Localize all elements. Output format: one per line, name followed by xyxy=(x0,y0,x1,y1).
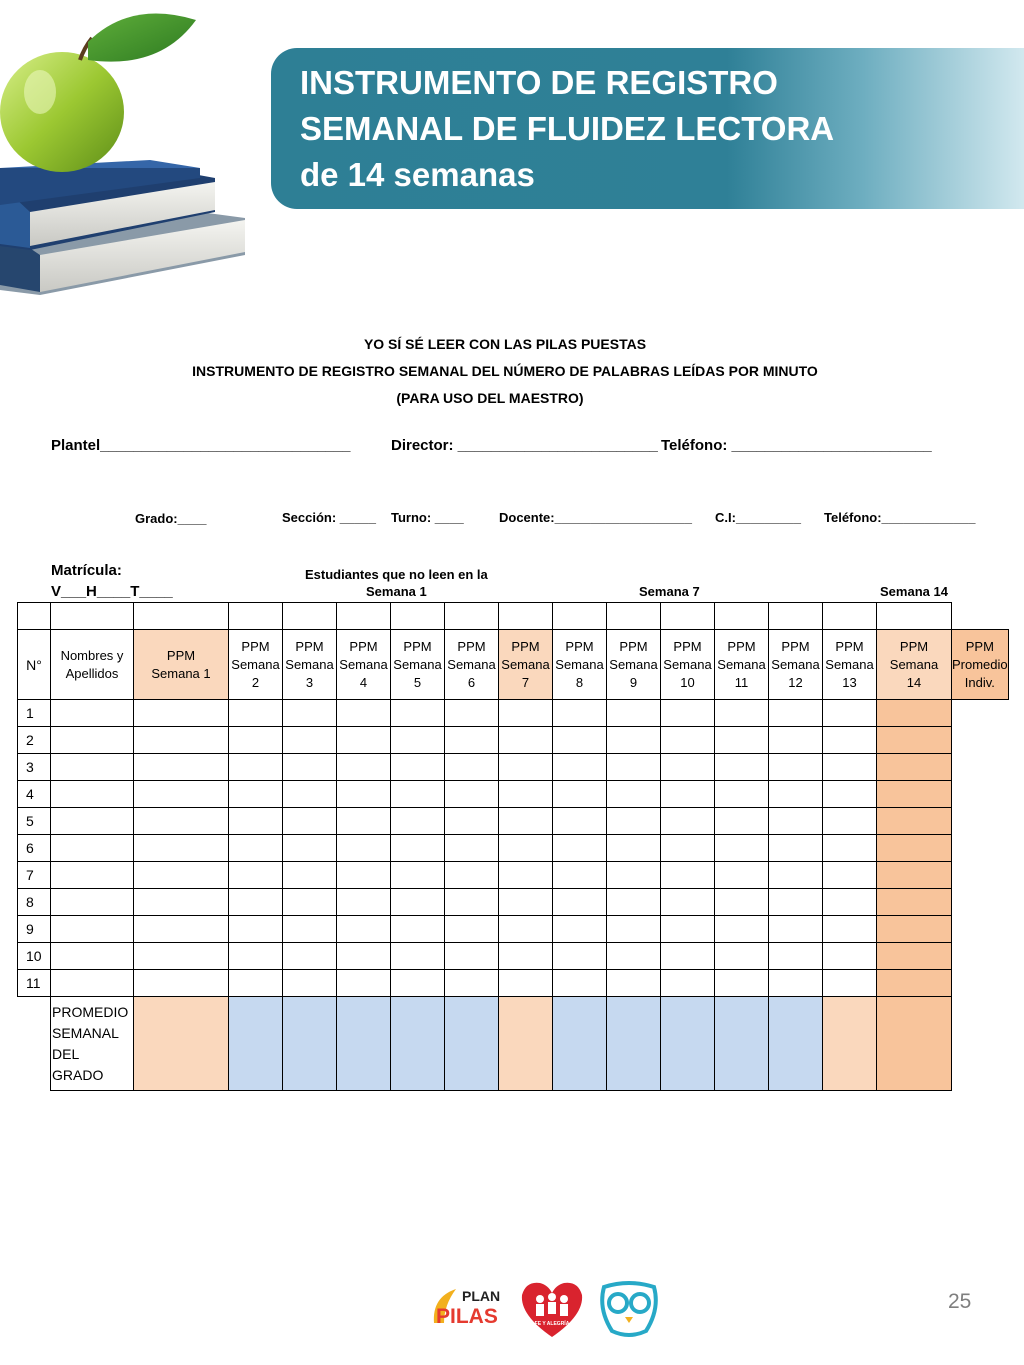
col-week-9-header: PPM Semana 9 xyxy=(607,630,661,700)
header-row xyxy=(18,630,1009,700)
grade-average-cell[interactable] xyxy=(445,997,499,1091)
col-week-6-header: PPM Semana 6 xyxy=(445,630,499,700)
col-week-3-header: PPM Semana 3 xyxy=(283,630,337,700)
entry-cell[interactable] xyxy=(134,916,229,943)
entry-cell[interactable] xyxy=(715,916,769,943)
entry-cell[interactable] xyxy=(769,862,823,889)
title-line-1: INSTRUMENTO DE REGISTRO xyxy=(300,64,778,101)
form-heading-3: (PARA USO DEL MAESTRO) xyxy=(396,390,584,406)
entry-cell[interactable] xyxy=(661,916,715,943)
entry-cell[interactable] xyxy=(661,754,715,781)
entry-cell[interactable] xyxy=(283,754,337,781)
entry-cell[interactable] xyxy=(134,862,229,889)
entry-cell[interactable] xyxy=(391,754,445,781)
registro-table xyxy=(17,602,1009,1091)
grade-average-cell[interactable] xyxy=(877,997,952,1091)
entry-cell[interactable] xyxy=(337,943,391,970)
entry-cell[interactable] xyxy=(769,727,823,754)
entry-cell[interactable] xyxy=(391,916,445,943)
row-number: 5 xyxy=(18,808,51,835)
fe-y-alegria-text: FE Y ALEGRÍA xyxy=(534,1321,570,1327)
table-row xyxy=(18,862,1009,889)
grade-average-cell[interactable] xyxy=(391,997,445,1091)
entry-cell[interactable] xyxy=(553,808,607,835)
entry-cell[interactable] xyxy=(715,889,769,916)
entry-cell[interactable] xyxy=(391,700,445,727)
entry-cell[interactable] xyxy=(823,754,877,781)
phone-field-2[interactable]: Teléfono:_____________ xyxy=(824,510,976,525)
entry-cell[interactable] xyxy=(823,808,877,835)
entry-cell[interactable] xyxy=(553,835,607,862)
entry-cell[interactable] xyxy=(445,862,499,889)
semana-14-label: Semana 14 xyxy=(880,584,948,599)
entry-cell[interactable] xyxy=(607,781,661,808)
entry-cell[interactable] xyxy=(337,970,391,997)
entry-cell[interactable] xyxy=(51,781,134,808)
entry-cell[interactable] xyxy=(283,970,337,997)
entry-cell[interactable] xyxy=(445,808,499,835)
col-week-14-header: PPM Semana 14 xyxy=(877,630,952,700)
entry-cell[interactable] xyxy=(661,835,715,862)
entry-cell[interactable] xyxy=(51,862,134,889)
turno-field[interactable]: Turno: ____ xyxy=(391,510,464,525)
entry-cell[interactable] xyxy=(607,970,661,997)
row-number: 4 xyxy=(18,781,51,808)
entry-cell[interactable] xyxy=(51,727,134,754)
entry-cell[interactable] xyxy=(134,943,229,970)
col-week-7-header: PPM Semana 7 xyxy=(499,630,553,700)
entry-cell[interactable] xyxy=(229,970,283,997)
seccion-field[interactable]: Sección: _____ xyxy=(282,510,376,525)
form-heading-2: INSTRUMENTO DE REGISTRO SEMANAL DEL NÚMERO DE PALABRAS LEÍDAS POR MINUTO xyxy=(192,363,818,379)
semana-7-label: Semana 7 xyxy=(639,584,700,599)
table-row xyxy=(18,727,1009,754)
average-cell[interactable] xyxy=(877,754,952,781)
col-week-12-header: PPM Semana 12 xyxy=(769,630,823,700)
entry-cell[interactable] xyxy=(553,970,607,997)
entry-cell[interactable] xyxy=(661,808,715,835)
page-title xyxy=(300,60,860,198)
entry-cell[interactable] xyxy=(607,916,661,943)
entry-cell[interactable] xyxy=(769,754,823,781)
entry-cell[interactable] xyxy=(553,862,607,889)
entry-cell[interactable] xyxy=(445,943,499,970)
entry-cell[interactable] xyxy=(823,700,877,727)
entry-cell[interactable] xyxy=(283,916,337,943)
entry-cell[interactable] xyxy=(769,889,823,916)
col-week-4-header: PPM Semana 4 xyxy=(337,630,391,700)
fe-y-alegria-logo xyxy=(518,1279,586,1339)
entry-cell[interactable] xyxy=(715,970,769,997)
average-cell[interactable] xyxy=(877,916,952,943)
entry-cell[interactable] xyxy=(337,808,391,835)
entry-cell[interactable] xyxy=(229,727,283,754)
entry-cell[interactable] xyxy=(499,835,553,862)
table-row xyxy=(18,700,1009,727)
page-number: 25 xyxy=(948,1290,972,1313)
entry-cell[interactable] xyxy=(134,835,229,862)
entry-cell[interactable] xyxy=(445,754,499,781)
entry-cell[interactable] xyxy=(499,700,553,727)
entry-cell[interactable] xyxy=(553,781,607,808)
entry-cell[interactable] xyxy=(337,781,391,808)
entry-cell[interactable] xyxy=(229,754,283,781)
entry-cell[interactable] xyxy=(391,727,445,754)
entry-cell[interactable] xyxy=(134,889,229,916)
average-cell[interactable] xyxy=(877,808,952,835)
col-number-header: N° xyxy=(18,630,51,700)
entry-cell[interactable] xyxy=(229,862,283,889)
entry-cell[interactable] xyxy=(769,781,823,808)
col-week-10-header: PPM Semana 10 xyxy=(661,630,715,700)
entry-cell[interactable] xyxy=(823,835,877,862)
entry-cell[interactable] xyxy=(445,781,499,808)
entry-cell[interactable] xyxy=(769,970,823,997)
table-row xyxy=(18,754,1009,781)
entry-cell[interactable] xyxy=(823,970,877,997)
entry-cell[interactable] xyxy=(337,700,391,727)
average-cell[interactable] xyxy=(877,700,952,727)
average-cell[interactable] xyxy=(877,862,952,889)
entry-cell[interactable] xyxy=(499,970,553,997)
entry-cell[interactable] xyxy=(823,727,877,754)
entry-cell[interactable] xyxy=(283,889,337,916)
table-row xyxy=(18,916,1009,943)
col-week-8-header: PPM Semana 8 xyxy=(553,630,607,700)
entry-cell[interactable] xyxy=(51,808,134,835)
entry-cell[interactable] xyxy=(391,862,445,889)
entry-cell[interactable] xyxy=(499,781,553,808)
matricula-label: Matrícula: xyxy=(51,562,122,579)
entry-cell[interactable] xyxy=(391,970,445,997)
entry-cell[interactable] xyxy=(391,835,445,862)
entry-cell[interactable] xyxy=(445,700,499,727)
table-row xyxy=(18,889,1009,916)
entry-cell[interactable] xyxy=(499,943,553,970)
entry-cell[interactable] xyxy=(769,808,823,835)
row-number: 11 xyxy=(18,970,51,997)
entry-cell[interactable] xyxy=(769,916,823,943)
students-note: Estudiantes que no leen en la xyxy=(305,567,488,582)
grade-average-label: PROMEDIO SEMANAL DEL GRADO xyxy=(51,997,134,1091)
entry-cell[interactable] xyxy=(823,781,877,808)
entry-cell[interactable] xyxy=(661,781,715,808)
entry-cell[interactable] xyxy=(607,727,661,754)
average-cell[interactable] xyxy=(877,781,952,808)
row-number: 2 xyxy=(18,727,51,754)
blank-row xyxy=(18,603,1009,630)
entry-cell[interactable] xyxy=(51,889,134,916)
table-row xyxy=(18,835,1009,862)
entry-cell[interactable] xyxy=(607,943,661,970)
average-cell[interactable] xyxy=(877,970,952,997)
row-number: 6 xyxy=(18,835,51,862)
entry-cell[interactable] xyxy=(134,700,229,727)
entry-cell[interactable] xyxy=(823,889,877,916)
entry-cell[interactable] xyxy=(607,700,661,727)
entry-cell[interactable] xyxy=(337,754,391,781)
table-row xyxy=(18,781,1009,808)
docente-field[interactable]: Docente:___________________ xyxy=(499,510,692,525)
director-field[interactable]: Director: ________________________ xyxy=(391,437,658,454)
entry-cell[interactable] xyxy=(51,916,134,943)
row-number: 3 xyxy=(18,754,51,781)
row-number: 8 xyxy=(18,889,51,916)
grade-average-cell[interactable] xyxy=(229,997,283,1091)
entry-cell[interactable] xyxy=(283,808,337,835)
entry-cell[interactable] xyxy=(769,835,823,862)
entry-cell[interactable] xyxy=(499,808,553,835)
entry-cell[interactable] xyxy=(715,700,769,727)
grade-average-row xyxy=(18,997,1009,1091)
entry-cell[interactable] xyxy=(337,862,391,889)
entry-cell[interactable] xyxy=(661,727,715,754)
col-week-11-header: PPM Semana 11 xyxy=(715,630,769,700)
entry-cell[interactable] xyxy=(715,754,769,781)
entry-cell[interactable] xyxy=(715,862,769,889)
average-cell[interactable] xyxy=(877,727,952,754)
plan-pilas-logo xyxy=(430,1283,508,1331)
plantel-field[interactable]: Plantel______________________________ xyxy=(51,437,351,454)
entry-cell[interactable] xyxy=(553,916,607,943)
title-line-2: SEMANAL DE FLUIDEZ LECTORA xyxy=(300,110,835,147)
ci-field[interactable]: C.I:_________ xyxy=(715,510,802,525)
entry-cell[interactable] xyxy=(445,835,499,862)
pilas-text: PILAS xyxy=(436,1305,498,1328)
row-number: 9 xyxy=(18,916,51,943)
entry-cell[interactable] xyxy=(283,943,337,970)
entry-cell[interactable] xyxy=(445,727,499,754)
entry-cell[interactable] xyxy=(134,727,229,754)
entry-cell[interactable] xyxy=(445,889,499,916)
entry-cell[interactable] xyxy=(715,727,769,754)
grade-average-cell[interactable] xyxy=(769,997,823,1091)
entry-cell[interactable] xyxy=(499,754,553,781)
plan-text: PLAN xyxy=(462,1288,501,1304)
grade-average-cell[interactable] xyxy=(283,997,337,1091)
entry-cell[interactable] xyxy=(823,916,877,943)
entry-cell[interactable] xyxy=(607,835,661,862)
col-names-header: Nombres y Apellidos xyxy=(51,630,134,700)
entry-cell[interactable] xyxy=(134,781,229,808)
entry-cell[interactable] xyxy=(337,835,391,862)
grade-average-cell[interactable] xyxy=(661,997,715,1091)
entry-cell[interactable] xyxy=(769,700,823,727)
average-cell[interactable] xyxy=(877,835,952,862)
entry-cell[interactable] xyxy=(229,943,283,970)
grade-average-cell[interactable] xyxy=(499,997,553,1091)
row-number: 7 xyxy=(18,862,51,889)
grado-field[interactable]: Grado:____ xyxy=(135,511,207,526)
col-week-1-header: PPM Semana 1 xyxy=(134,630,229,700)
entry-cell[interactable] xyxy=(715,808,769,835)
entry-cell[interactable] xyxy=(661,970,715,997)
entry-cell[interactable] xyxy=(499,916,553,943)
entry-cell[interactable] xyxy=(283,862,337,889)
entry-cell[interactable] xyxy=(715,835,769,862)
entry-cell[interactable] xyxy=(51,835,134,862)
phone-field-1[interactable]: Teléfono: ________________________ xyxy=(661,437,932,454)
entry-cell[interactable] xyxy=(283,835,337,862)
matricula-field[interactable]: V___H____T____ xyxy=(51,583,173,600)
entry-cell[interactable] xyxy=(134,754,229,781)
entry-cell[interactable] xyxy=(553,889,607,916)
entry-cell[interactable] xyxy=(283,781,337,808)
entry-cell[interactable] xyxy=(229,916,283,943)
entry-cell[interactable] xyxy=(661,943,715,970)
entry-cell[interactable] xyxy=(607,754,661,781)
owl-logo xyxy=(598,1279,660,1339)
grade-average-cell[interactable] xyxy=(337,997,391,1091)
entry-cell[interactable] xyxy=(823,943,877,970)
entry-cell[interactable] xyxy=(391,781,445,808)
entry-cell[interactable] xyxy=(337,727,391,754)
entry-cell[interactable] xyxy=(553,754,607,781)
entry-cell[interactable] xyxy=(715,781,769,808)
col-week-2-header: PPM Semana 2 xyxy=(229,630,283,700)
col-week-13-header: PPM Semana 13 xyxy=(823,630,877,700)
entry-cell[interactable] xyxy=(499,727,553,754)
entry-cell[interactable] xyxy=(229,700,283,727)
entry-cell[interactable] xyxy=(607,808,661,835)
entry-cell[interactable] xyxy=(134,970,229,997)
entry-cell[interactable] xyxy=(51,754,134,781)
entry-cell[interactable] xyxy=(229,808,283,835)
table-row xyxy=(18,943,1009,970)
grade-average-cell[interactable] xyxy=(607,997,661,1091)
col-average-header: PPM Promedio Indiv. xyxy=(952,630,1009,700)
entry-cell[interactable] xyxy=(661,700,715,727)
entry-cell[interactable] xyxy=(283,700,337,727)
entry-cell[interactable] xyxy=(51,943,134,970)
row-number: 10 xyxy=(18,943,51,970)
row-number: 1 xyxy=(18,700,51,727)
entry-cell[interactable] xyxy=(337,916,391,943)
entry-cell[interactable] xyxy=(661,862,715,889)
average-cell[interactable] xyxy=(877,889,952,916)
grade-average-cell[interactable] xyxy=(715,997,769,1091)
entry-cell[interactable] xyxy=(823,862,877,889)
entry-cell[interactable] xyxy=(445,970,499,997)
entry-cell[interactable] xyxy=(391,889,445,916)
col-week-5-header: PPM Semana 5 xyxy=(391,630,445,700)
entry-cell[interactable] xyxy=(661,889,715,916)
entry-cell[interactable] xyxy=(553,727,607,754)
grade-average-cell[interactable] xyxy=(823,997,877,1091)
entry-cell[interactable] xyxy=(51,700,134,727)
entry-cell[interactable] xyxy=(229,889,283,916)
table-row xyxy=(18,808,1009,835)
entry-cell[interactable] xyxy=(134,808,229,835)
entry-cell[interactable] xyxy=(715,943,769,970)
entry-cell[interactable] xyxy=(553,943,607,970)
entry-cell[interactable] xyxy=(229,781,283,808)
average-cell[interactable] xyxy=(877,943,952,970)
grade-average-cell[interactable] xyxy=(134,997,229,1091)
entry-cell[interactable] xyxy=(283,727,337,754)
entry-cell[interactable] xyxy=(607,889,661,916)
entry-cell[interactable] xyxy=(51,970,134,997)
entry-cell[interactable] xyxy=(391,943,445,970)
entry-cell[interactable] xyxy=(391,808,445,835)
entry-cell[interactable] xyxy=(337,889,391,916)
entry-cell[interactable] xyxy=(769,943,823,970)
entry-cell[interactable] xyxy=(553,700,607,727)
entry-cell[interactable] xyxy=(499,862,553,889)
entry-cell[interactable] xyxy=(607,862,661,889)
apple-books-illustration xyxy=(0,0,260,300)
form-heading-1: YO SÍ SÉ LEER CON LAS PILAS PUESTAS xyxy=(363,336,647,352)
title-line-3: de 14 semanas xyxy=(300,156,535,193)
grade-average-cell[interactable] xyxy=(553,997,607,1091)
entry-cell[interactable] xyxy=(499,889,553,916)
semana-1-label: Semana 1 xyxy=(366,584,427,599)
entry-cell[interactable] xyxy=(229,835,283,862)
table-row xyxy=(18,970,1009,997)
entry-cell[interactable] xyxy=(445,916,499,943)
